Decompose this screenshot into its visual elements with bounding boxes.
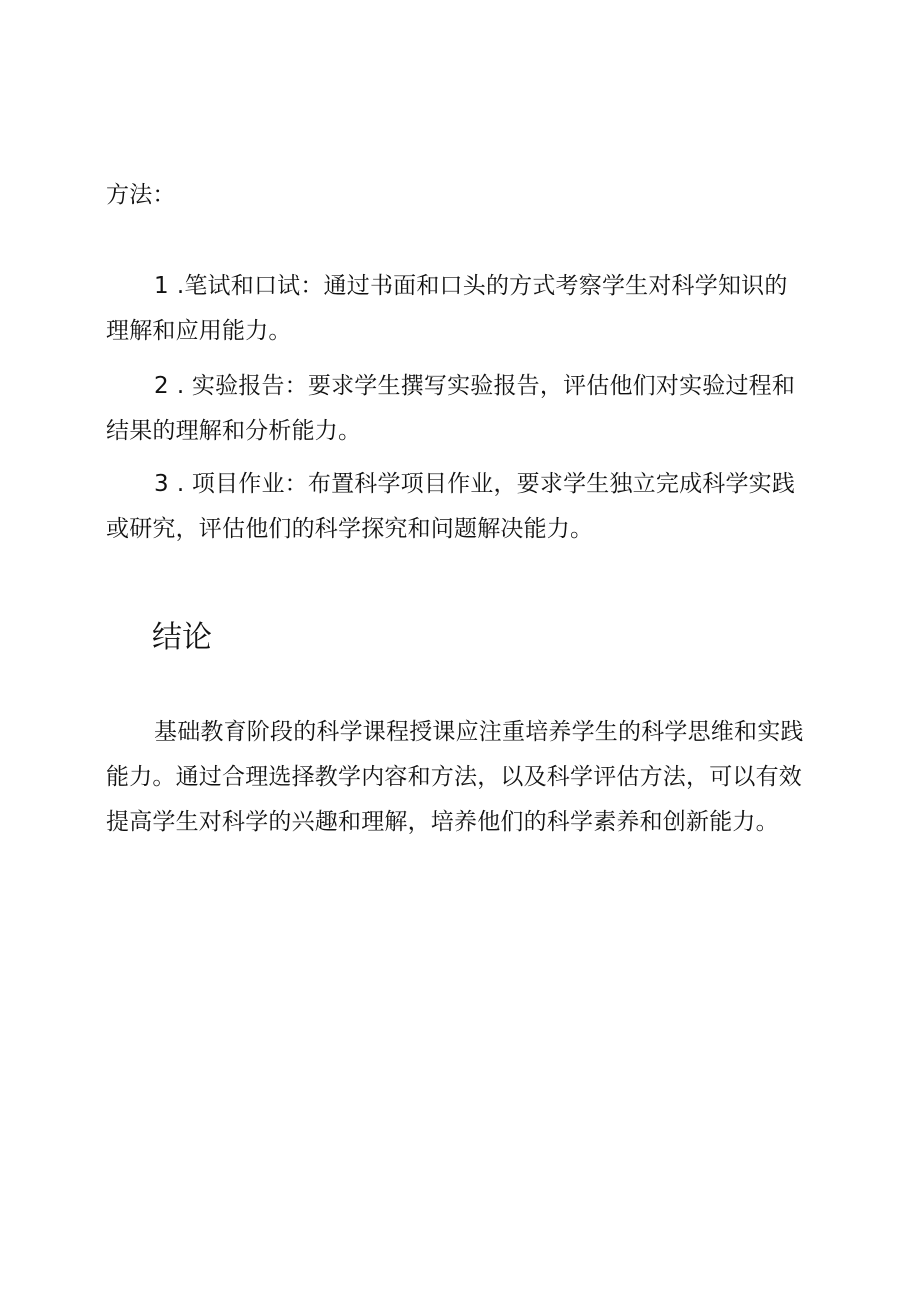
methods-intro: 方法：: [106, 182, 176, 208]
list-item-text: .笔试和口试：通过书面和口头的方式考察学生对科学知识的理解和应用能力。: [106, 273, 788, 344]
list-item-text: . 项目作业：布置科学项目作业，要求学生独立完成科学实践或研究，评估他们的科学探究和问题解决能力。: [106, 471, 796, 542]
list-item-2: [106, 364, 808, 454]
conclusion-paragraph: 基础教育阶段的科学课程授课应注重培养学生的科学思维和实践能力。通过合理选择教学内容和方法，以及科学评估方法，可以有效提高学生对科学的兴趣和理解，培养他们的科学素养和创新能力。: [106, 719, 804, 835]
conclusion-heading: 结论: [152, 620, 212, 655]
list-item-1: [106, 264, 808, 354]
list-item-number: 2: [154, 373, 169, 399]
list-item-number: 1: [154, 273, 169, 299]
list-item-3: [106, 462, 808, 552]
list-item-text: . 实验报告：要求学生撰写实验报告，评估他们对实验过程和结果的理解和分析能力。: [106, 373, 796, 444]
list-item-number: 3: [154, 471, 169, 497]
